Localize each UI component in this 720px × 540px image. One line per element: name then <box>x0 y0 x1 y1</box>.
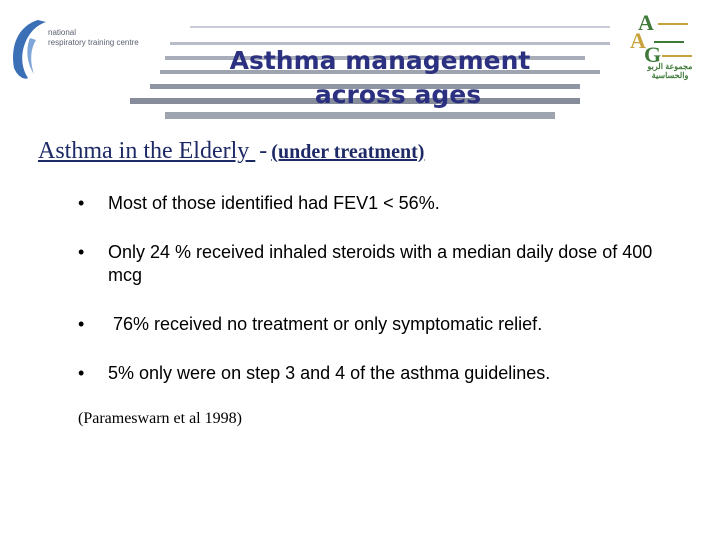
bullet-text: Most of those identified had FEV1 < 56%. <box>108 193 440 213</box>
aag-logo-arabic-text: مجموعة الربو والحساسية <box>647 62 693 80</box>
title-line-2: across ages <box>314 80 482 109</box>
aag-logo-icon <box>628 10 704 62</box>
header-stripe <box>165 112 555 119</box>
list-item <box>78 313 542 336</box>
bullet-text: 76% received no treatment or only symptomatic relief. <box>108 314 543 334</box>
nrtc-logo-text <box>48 28 139 48</box>
nrtc-logo <box>8 18 148 84</box>
nrtc-logo-icon <box>8 18 48 80</box>
bullet-marker: • <box>78 314 85 334</box>
page-title <box>180 44 580 112</box>
svg-text:G: G <box>644 42 662 62</box>
list-item <box>78 362 550 385</box>
subtitle-parenthetical: (under treatment) <box>271 141 425 163</box>
bullet-marker: • <box>78 242 85 262</box>
bullet-marker: • <box>78 193 85 213</box>
bullet-marker: • <box>78 363 85 383</box>
asthma-allergy-group-logo <box>628 10 708 80</box>
subtitle-separator: - <box>259 138 268 164</box>
list-item <box>78 192 440 215</box>
citation: (Parameswarn et al 1998) <box>78 410 242 427</box>
svg-text:A: A <box>638 10 654 35</box>
title-line-1: Asthma management <box>229 46 531 75</box>
list-item <box>78 241 678 287</box>
bullet-text: Only 24 % received inhaled steroids with a median daily dose of 400 mcg <box>108 242 653 285</box>
subtitle-main: Asthma in the Elderly <box>38 138 256 164</box>
bullet-text: 5% only were on step 3 and 4 of the asthma guidelines. <box>108 363 551 383</box>
nrtc-logo-line2: respiratory training centre <box>48 38 139 47</box>
section-subtitle <box>38 138 424 165</box>
header-stripe <box>190 26 610 28</box>
nrtc-logo-line1: national <box>48 28 77 37</box>
svg-text:A: A <box>630 28 646 53</box>
